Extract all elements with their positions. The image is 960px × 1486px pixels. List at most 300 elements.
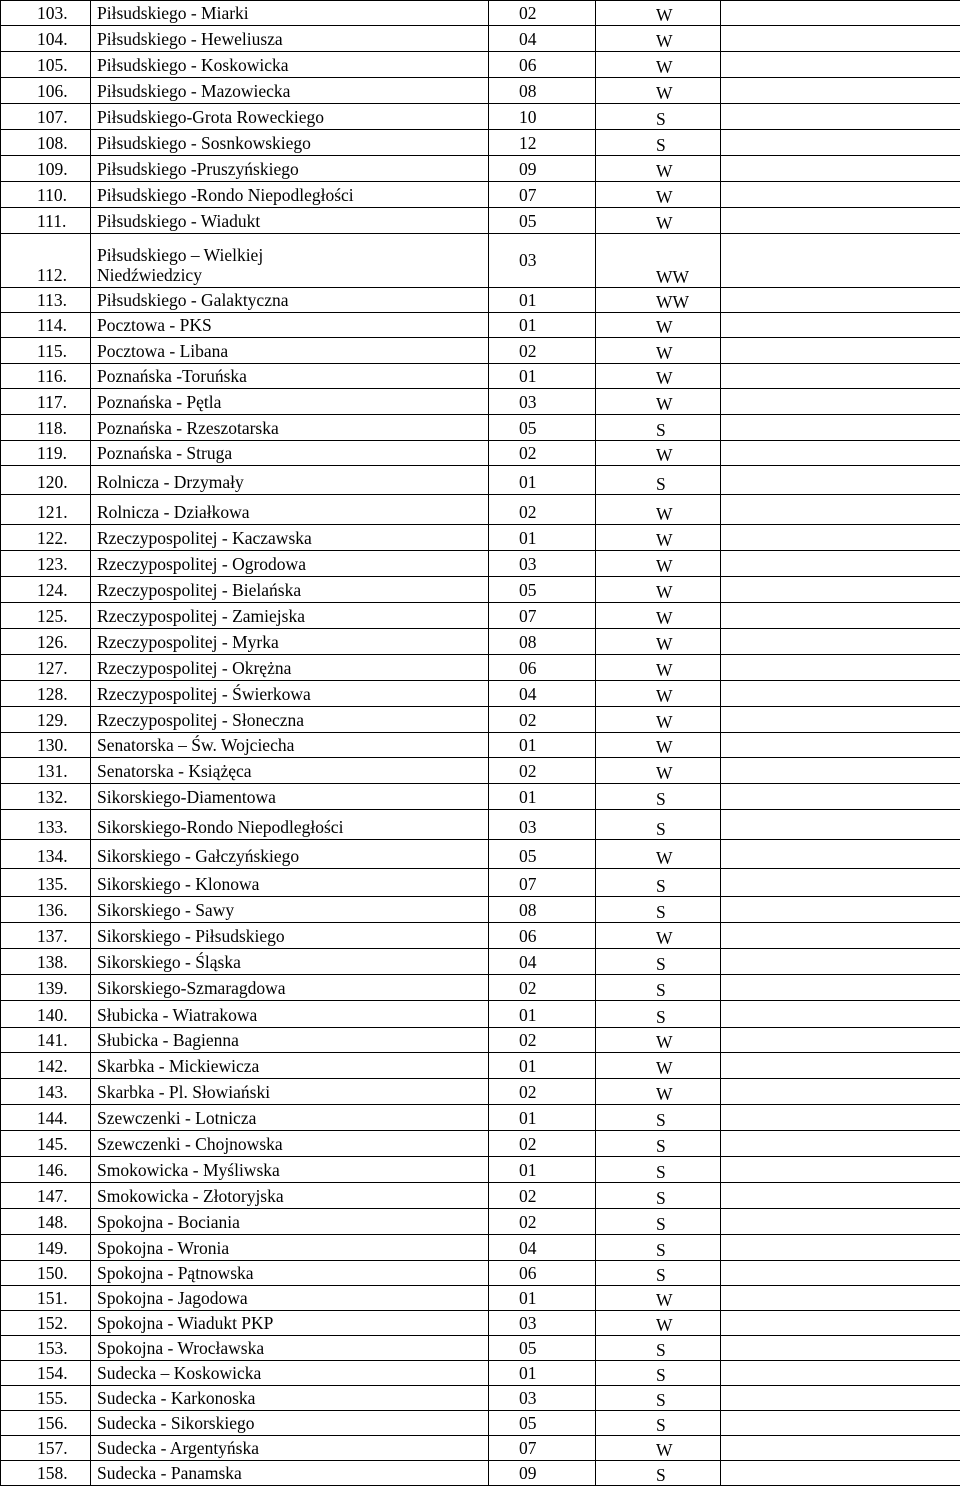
table-row bbox=[1, 681, 960, 707]
stop-code: 03 bbox=[489, 389, 596, 415]
stop-code: 07 bbox=[489, 1436, 596, 1461]
empty-cell bbox=[721, 78, 960, 104]
route-name: Smokowicka - Myśliwska bbox=[91, 1157, 489, 1183]
route-name: Rzeczypospolitej - Ogrodowa bbox=[91, 551, 489, 577]
route-name: Piłsudskiego - Mazowiecka bbox=[91, 78, 489, 104]
empty-cell bbox=[721, 415, 960, 441]
empty-cell bbox=[721, 495, 960, 525]
stop-code: 01 bbox=[489, 525, 596, 551]
table-row bbox=[1, 364, 960, 389]
route-name: Poznańska - Struga bbox=[91, 441, 489, 466]
empty-cell bbox=[721, 1336, 960, 1361]
stop-type: W bbox=[596, 1311, 721, 1336]
table-row bbox=[1, 208, 960, 234]
route-name: Skarbka - Mickiewicza bbox=[91, 1053, 489, 1079]
row-number: 148. bbox=[1, 1209, 91, 1235]
table-row bbox=[1, 1461, 960, 1486]
empty-cell bbox=[721, 1209, 960, 1235]
route-name: Piłsudskiego-Grota Roweckiego bbox=[91, 104, 489, 130]
empty-cell bbox=[721, 1131, 960, 1157]
row-number: 142. bbox=[1, 1053, 91, 1079]
row-number: 132. bbox=[1, 784, 91, 810]
stop-code: 05 bbox=[489, 840, 596, 869]
stop-code: 01 bbox=[489, 784, 596, 810]
table-row bbox=[1, 415, 960, 441]
stop-type: W bbox=[596, 577, 721, 603]
table-row bbox=[1, 156, 960, 182]
stop-type: S bbox=[596, 869, 721, 897]
table-row bbox=[1, 840, 960, 869]
stop-type: W bbox=[596, 923, 721, 949]
empty-cell bbox=[721, 525, 960, 551]
row-number: 118. bbox=[1, 415, 91, 441]
route-name: Poznańska - Rzeszotarska bbox=[91, 415, 489, 441]
row-number: 144. bbox=[1, 1105, 91, 1131]
stop-code: 12 bbox=[489, 130, 596, 156]
table-row bbox=[1, 104, 960, 130]
route-name: Skarbka - Pl. Słowiański bbox=[91, 1079, 489, 1105]
table-row bbox=[1, 923, 960, 949]
stop-type: S bbox=[596, 466, 721, 495]
row-number: 114. bbox=[1, 313, 91, 338]
table-row bbox=[1, 1336, 960, 1361]
empty-cell bbox=[721, 840, 960, 869]
empty-cell bbox=[721, 897, 960, 923]
stop-type: S bbox=[596, 810, 721, 840]
table-row bbox=[1, 1311, 960, 1336]
table-row bbox=[1, 1261, 960, 1286]
route-name: Sikorskiego-Diamentowa bbox=[91, 784, 489, 810]
stop-type: WW bbox=[596, 234, 721, 288]
stop-type: W bbox=[596, 313, 721, 338]
stop-code: 02 bbox=[489, 975, 596, 1001]
empty-cell bbox=[721, 1261, 960, 1286]
table-row bbox=[1, 707, 960, 733]
row-number: 113. bbox=[1, 288, 91, 313]
stop-code: 01 bbox=[489, 313, 596, 338]
row-number: 117. bbox=[1, 389, 91, 415]
empty-cell bbox=[721, 655, 960, 681]
stop-type: S bbox=[596, 784, 721, 810]
empty-cell bbox=[721, 1411, 960, 1436]
route-name: Sikorskiego - Piłsudskiego bbox=[91, 923, 489, 949]
empty-cell bbox=[721, 1079, 960, 1105]
table-row bbox=[1, 78, 960, 104]
row-number: 156. bbox=[1, 1411, 91, 1436]
table-row bbox=[1, 1079, 960, 1105]
stop-type: S bbox=[596, 1336, 721, 1361]
empty-cell bbox=[721, 466, 960, 495]
row-number: 128. bbox=[1, 681, 91, 707]
row-number: 138. bbox=[1, 949, 91, 975]
empty-cell bbox=[721, 629, 960, 655]
stop-code: 02 bbox=[489, 441, 596, 466]
stop-code: 06 bbox=[489, 52, 596, 78]
stop-type: S bbox=[596, 1209, 721, 1235]
route-name: Spokojna - Jagodowa bbox=[91, 1286, 489, 1311]
stop-code: 04 bbox=[489, 1235, 596, 1261]
row-number: 141. bbox=[1, 1028, 91, 1053]
row-number: 126. bbox=[1, 629, 91, 655]
row-number: 109. bbox=[1, 156, 91, 182]
table-row bbox=[1, 1028, 960, 1053]
route-name: Rolnicza - Działkowa bbox=[91, 495, 489, 525]
stop-type: W bbox=[596, 495, 721, 525]
row-number: 106. bbox=[1, 78, 91, 104]
empty-cell bbox=[721, 234, 960, 288]
stop-code: 05 bbox=[489, 1336, 596, 1361]
stop-code: 05 bbox=[489, 415, 596, 441]
row-number: 105. bbox=[1, 52, 91, 78]
stop-code: 07 bbox=[489, 182, 596, 208]
route-name: Sikorskiego-Rondo Niepodległości bbox=[91, 810, 489, 840]
route-name: Pocztowa - Libana bbox=[91, 338, 489, 364]
route-name: Smokowicka - Złotoryjska bbox=[91, 1183, 489, 1209]
table-row bbox=[1, 495, 960, 525]
stop-type: S bbox=[596, 1131, 721, 1157]
stop-code: 01 bbox=[489, 288, 596, 313]
stop-code: 07 bbox=[489, 603, 596, 629]
route-name: Sikorskiego - Śląska bbox=[91, 949, 489, 975]
stop-type: S bbox=[596, 130, 721, 156]
row-number: 107. bbox=[1, 104, 91, 130]
empty-cell bbox=[721, 1386, 960, 1411]
stop-type: W bbox=[596, 733, 721, 758]
route-name: Rzeczypospolitej - Świerkowa bbox=[91, 681, 489, 707]
empty-cell bbox=[721, 810, 960, 840]
route-name: Spokojna - Pątnowska bbox=[91, 1261, 489, 1286]
table-row bbox=[1, 338, 960, 364]
stop-type: S bbox=[596, 1157, 721, 1183]
table-row bbox=[1, 313, 960, 338]
route-name: Piłsudskiego - Heweliusza bbox=[91, 26, 489, 52]
table-row bbox=[1, 1386, 960, 1411]
route-name: Szewczenki - Lotnicza bbox=[91, 1105, 489, 1131]
row-number: 152. bbox=[1, 1311, 91, 1336]
row-number: 120. bbox=[1, 466, 91, 495]
empty-cell bbox=[721, 1001, 960, 1028]
empty-cell bbox=[721, 1157, 960, 1183]
stop-type: S bbox=[596, 1386, 721, 1411]
stop-type: S bbox=[596, 1361, 721, 1386]
route-name: Piłsudskiego -Pruszyńskiego bbox=[91, 156, 489, 182]
empty-cell bbox=[721, 1028, 960, 1053]
empty-cell bbox=[721, 681, 960, 707]
stop-code: 06 bbox=[489, 1261, 596, 1286]
empty-cell bbox=[721, 577, 960, 603]
stop-code: 01 bbox=[489, 1361, 596, 1386]
empty-cell bbox=[721, 707, 960, 733]
table-row bbox=[1, 1183, 960, 1209]
row-number: 121. bbox=[1, 495, 91, 525]
stop-type: W bbox=[596, 364, 721, 389]
route-name: Spokojna - Wiadukt PKP bbox=[91, 1311, 489, 1336]
row-number: 153. bbox=[1, 1336, 91, 1361]
row-number: 125. bbox=[1, 603, 91, 629]
stop-type: W bbox=[596, 1079, 721, 1105]
stop-type: W bbox=[596, 1, 721, 26]
row-number: 122. bbox=[1, 525, 91, 551]
route-name: Sikorskiego - Gałczyńskiego bbox=[91, 840, 489, 869]
route-name: Poznańska -Toruńska bbox=[91, 364, 489, 389]
empty-cell bbox=[721, 130, 960, 156]
route-name: Rzeczypospolitej - Słoneczna bbox=[91, 707, 489, 733]
route-name-line-1: Piłsudskiego – Wielkiej bbox=[97, 245, 488, 265]
empty-cell bbox=[721, 389, 960, 415]
stop-code: 03 bbox=[489, 1386, 596, 1411]
stop-code: 02 bbox=[489, 1183, 596, 1209]
stop-code: 04 bbox=[489, 26, 596, 52]
stop-type: W bbox=[596, 1286, 721, 1311]
stop-code: 04 bbox=[489, 681, 596, 707]
stop-type: W bbox=[596, 52, 721, 78]
route-name: Rzeczypospolitej - Okrężna bbox=[91, 655, 489, 681]
stop-code: 08 bbox=[489, 78, 596, 104]
table-row bbox=[1, 1105, 960, 1131]
stop-type: W bbox=[596, 707, 721, 733]
route-name: Rzeczypospolitej - Kaczawska bbox=[91, 525, 489, 551]
route-name: Poznańska - Pętla bbox=[91, 389, 489, 415]
table-row bbox=[1, 810, 960, 840]
table-row bbox=[1, 1157, 960, 1183]
empty-cell bbox=[721, 208, 960, 234]
stop-code: 02 bbox=[489, 758, 596, 784]
stop-type: W bbox=[596, 389, 721, 415]
route-name: Pocztowa - PKS bbox=[91, 313, 489, 338]
stop-code: 02 bbox=[489, 1209, 596, 1235]
row-number: 154. bbox=[1, 1361, 91, 1386]
stop-code: 03 bbox=[489, 1311, 596, 1336]
empty-cell bbox=[721, 784, 960, 810]
row-number: 112. bbox=[1, 234, 91, 288]
empty-cell bbox=[721, 1105, 960, 1131]
empty-cell bbox=[721, 104, 960, 130]
stop-code: 01 bbox=[489, 1001, 596, 1028]
table-row bbox=[1, 234, 960, 288]
stop-type: W bbox=[596, 338, 721, 364]
row-number: 111. bbox=[1, 208, 91, 234]
route-name: Szewczenki - Chojnowska bbox=[91, 1131, 489, 1157]
row-number: 124. bbox=[1, 577, 91, 603]
stop-code: 06 bbox=[489, 655, 596, 681]
row-number: 104. bbox=[1, 26, 91, 52]
empty-cell bbox=[721, 733, 960, 758]
row-number: 136. bbox=[1, 897, 91, 923]
stop-code: 05 bbox=[489, 208, 596, 234]
table-row bbox=[1, 1436, 960, 1461]
stop-code: 01 bbox=[489, 364, 596, 389]
stop-code: 01 bbox=[489, 1053, 596, 1079]
row-number: 158. bbox=[1, 1461, 91, 1486]
stop-type: W bbox=[596, 1436, 721, 1461]
stop-code: 09 bbox=[489, 156, 596, 182]
route-name: Słubicka - Bagienna bbox=[91, 1028, 489, 1053]
route-name: Piłsudskiego - Koskowicka bbox=[91, 52, 489, 78]
stop-code: 03 bbox=[489, 551, 596, 577]
empty-cell bbox=[721, 949, 960, 975]
stop-type: S bbox=[596, 1001, 721, 1028]
row-number: 134. bbox=[1, 840, 91, 869]
route-name: Sikorskiego - Sawy bbox=[91, 897, 489, 923]
route-name-line-2: Niedźwiedzicy bbox=[97, 265, 488, 285]
row-number: 146. bbox=[1, 1157, 91, 1183]
row-number: 150. bbox=[1, 1261, 91, 1286]
stop-code: 08 bbox=[489, 897, 596, 923]
empty-cell bbox=[721, 975, 960, 1001]
row-number: 133. bbox=[1, 810, 91, 840]
stop-type: S bbox=[596, 1461, 721, 1486]
row-number: 135. bbox=[1, 869, 91, 897]
table-row bbox=[1, 52, 960, 78]
stop-type: S bbox=[596, 949, 721, 975]
table-row bbox=[1, 1286, 960, 1311]
table-row bbox=[1, 733, 960, 758]
route-name: Sudecka - Argentyńska bbox=[91, 1436, 489, 1461]
stop-type: W bbox=[596, 1028, 721, 1053]
table-row bbox=[1, 975, 960, 1001]
empty-cell bbox=[721, 1235, 960, 1261]
table-row bbox=[1, 784, 960, 810]
empty-cell bbox=[721, 551, 960, 577]
empty-cell bbox=[721, 156, 960, 182]
stop-code: 02 bbox=[489, 707, 596, 733]
table-row bbox=[1, 577, 960, 603]
row-number: 110. bbox=[1, 182, 91, 208]
route-name: Piłsudskiego - Galaktyczna bbox=[91, 288, 489, 313]
stop-code: 01 bbox=[489, 466, 596, 495]
row-number: 155. bbox=[1, 1386, 91, 1411]
route-name: Rzeczypospolitej - Myrka bbox=[91, 629, 489, 655]
table-row bbox=[1, 1411, 960, 1436]
empty-cell bbox=[721, 1361, 960, 1386]
empty-cell bbox=[721, 26, 960, 52]
table-row bbox=[1, 758, 960, 784]
stop-type: W bbox=[596, 156, 721, 182]
stop-type: W bbox=[596, 840, 721, 869]
row-number: 129. bbox=[1, 707, 91, 733]
empty-cell bbox=[721, 313, 960, 338]
stop-type: S bbox=[596, 897, 721, 923]
stop-code: 04 bbox=[489, 949, 596, 975]
stop-type: W bbox=[596, 182, 721, 208]
stop-code: 06 bbox=[489, 923, 596, 949]
route-name: Sudecka - Panamska bbox=[91, 1461, 489, 1486]
stop-type: W bbox=[596, 758, 721, 784]
route-name: Piłsudskiego - Sosnkowskiego bbox=[91, 130, 489, 156]
route-name: Senatorska – Św. Wojciecha bbox=[91, 733, 489, 758]
empty-cell bbox=[721, 1286, 960, 1311]
empty-cell bbox=[721, 1311, 960, 1336]
route-name: Sudecka – Koskowicka bbox=[91, 1361, 489, 1386]
row-number: 130. bbox=[1, 733, 91, 758]
route-name: Rzeczypospolitej - Zamiejska bbox=[91, 603, 489, 629]
row-number: 137. bbox=[1, 923, 91, 949]
row-number: 147. bbox=[1, 1183, 91, 1209]
empty-cell bbox=[721, 441, 960, 466]
stop-code: 07 bbox=[489, 869, 596, 897]
row-number: 123. bbox=[1, 551, 91, 577]
stop-code: 02 bbox=[489, 495, 596, 525]
stop-code: 10 bbox=[489, 104, 596, 130]
row-number: 151. bbox=[1, 1286, 91, 1311]
table-row bbox=[1, 525, 960, 551]
empty-cell bbox=[721, 923, 960, 949]
table-row bbox=[1, 1131, 960, 1157]
table-row bbox=[1, 1053, 960, 1079]
stops-table-body bbox=[1, 1, 960, 1486]
row-number: 119. bbox=[1, 441, 91, 466]
stop-type: S bbox=[596, 975, 721, 1001]
stop-type: S bbox=[596, 415, 721, 441]
route-name: Sikorskiego - Klonowa bbox=[91, 869, 489, 897]
route-name: Spokojna - Wrocławska bbox=[91, 1336, 489, 1361]
table-row bbox=[1, 288, 960, 313]
route-name bbox=[91, 234, 489, 288]
table-row bbox=[1, 655, 960, 681]
stop-type: W bbox=[596, 603, 721, 629]
route-name: Rzeczypospolitej - Bielańska bbox=[91, 577, 489, 603]
stop-type: S bbox=[596, 1105, 721, 1131]
route-name: Słubicka - Wiatrakowa bbox=[91, 1001, 489, 1028]
stop-type: S bbox=[596, 104, 721, 130]
table-row bbox=[1, 551, 960, 577]
route-name: Rolnicza - Drzymały bbox=[91, 466, 489, 495]
stop-code: 01 bbox=[489, 733, 596, 758]
stop-type: W bbox=[596, 26, 721, 52]
stop-type: WW bbox=[596, 288, 721, 313]
table-row bbox=[1, 389, 960, 415]
table-row bbox=[1, 1361, 960, 1386]
table-row bbox=[1, 182, 960, 208]
route-name: Piłsudskiego -Rondo Niepodległości bbox=[91, 182, 489, 208]
row-number: 108. bbox=[1, 130, 91, 156]
stop-code: 05 bbox=[489, 1411, 596, 1436]
empty-cell bbox=[721, 758, 960, 784]
stop-type: S bbox=[596, 1411, 721, 1436]
stop-type: W bbox=[596, 78, 721, 104]
table-row bbox=[1, 1235, 960, 1261]
stop-code: 01 bbox=[489, 1105, 596, 1131]
stop-type: W bbox=[596, 1053, 721, 1079]
row-number: 149. bbox=[1, 1235, 91, 1261]
table-row bbox=[1, 26, 960, 52]
stop-code: 08 bbox=[489, 629, 596, 655]
table-row bbox=[1, 897, 960, 923]
stop-type: W bbox=[596, 441, 721, 466]
row-number: 143. bbox=[1, 1079, 91, 1105]
row-number: 116. bbox=[1, 364, 91, 389]
table-row bbox=[1, 130, 960, 156]
row-number: 157. bbox=[1, 1436, 91, 1461]
route-name: Spokojna - Wronia bbox=[91, 1235, 489, 1261]
table-row bbox=[1, 629, 960, 655]
stop-type: W bbox=[596, 525, 721, 551]
table-row bbox=[1, 1001, 960, 1028]
stop-type: S bbox=[596, 1235, 721, 1261]
stop-code: 02 bbox=[489, 1131, 596, 1157]
route-name: Sikorskiego-Szmaragdowa bbox=[91, 975, 489, 1001]
route-name: Piłsudskiego - Wiadukt bbox=[91, 208, 489, 234]
stop-code: 05 bbox=[489, 577, 596, 603]
table-row bbox=[1, 949, 960, 975]
stop-type: W bbox=[596, 551, 721, 577]
empty-cell bbox=[721, 1, 960, 26]
empty-cell bbox=[721, 603, 960, 629]
empty-cell bbox=[721, 364, 960, 389]
row-number: 140. bbox=[1, 1001, 91, 1028]
empty-cell bbox=[721, 288, 960, 313]
table-row bbox=[1, 1209, 960, 1235]
